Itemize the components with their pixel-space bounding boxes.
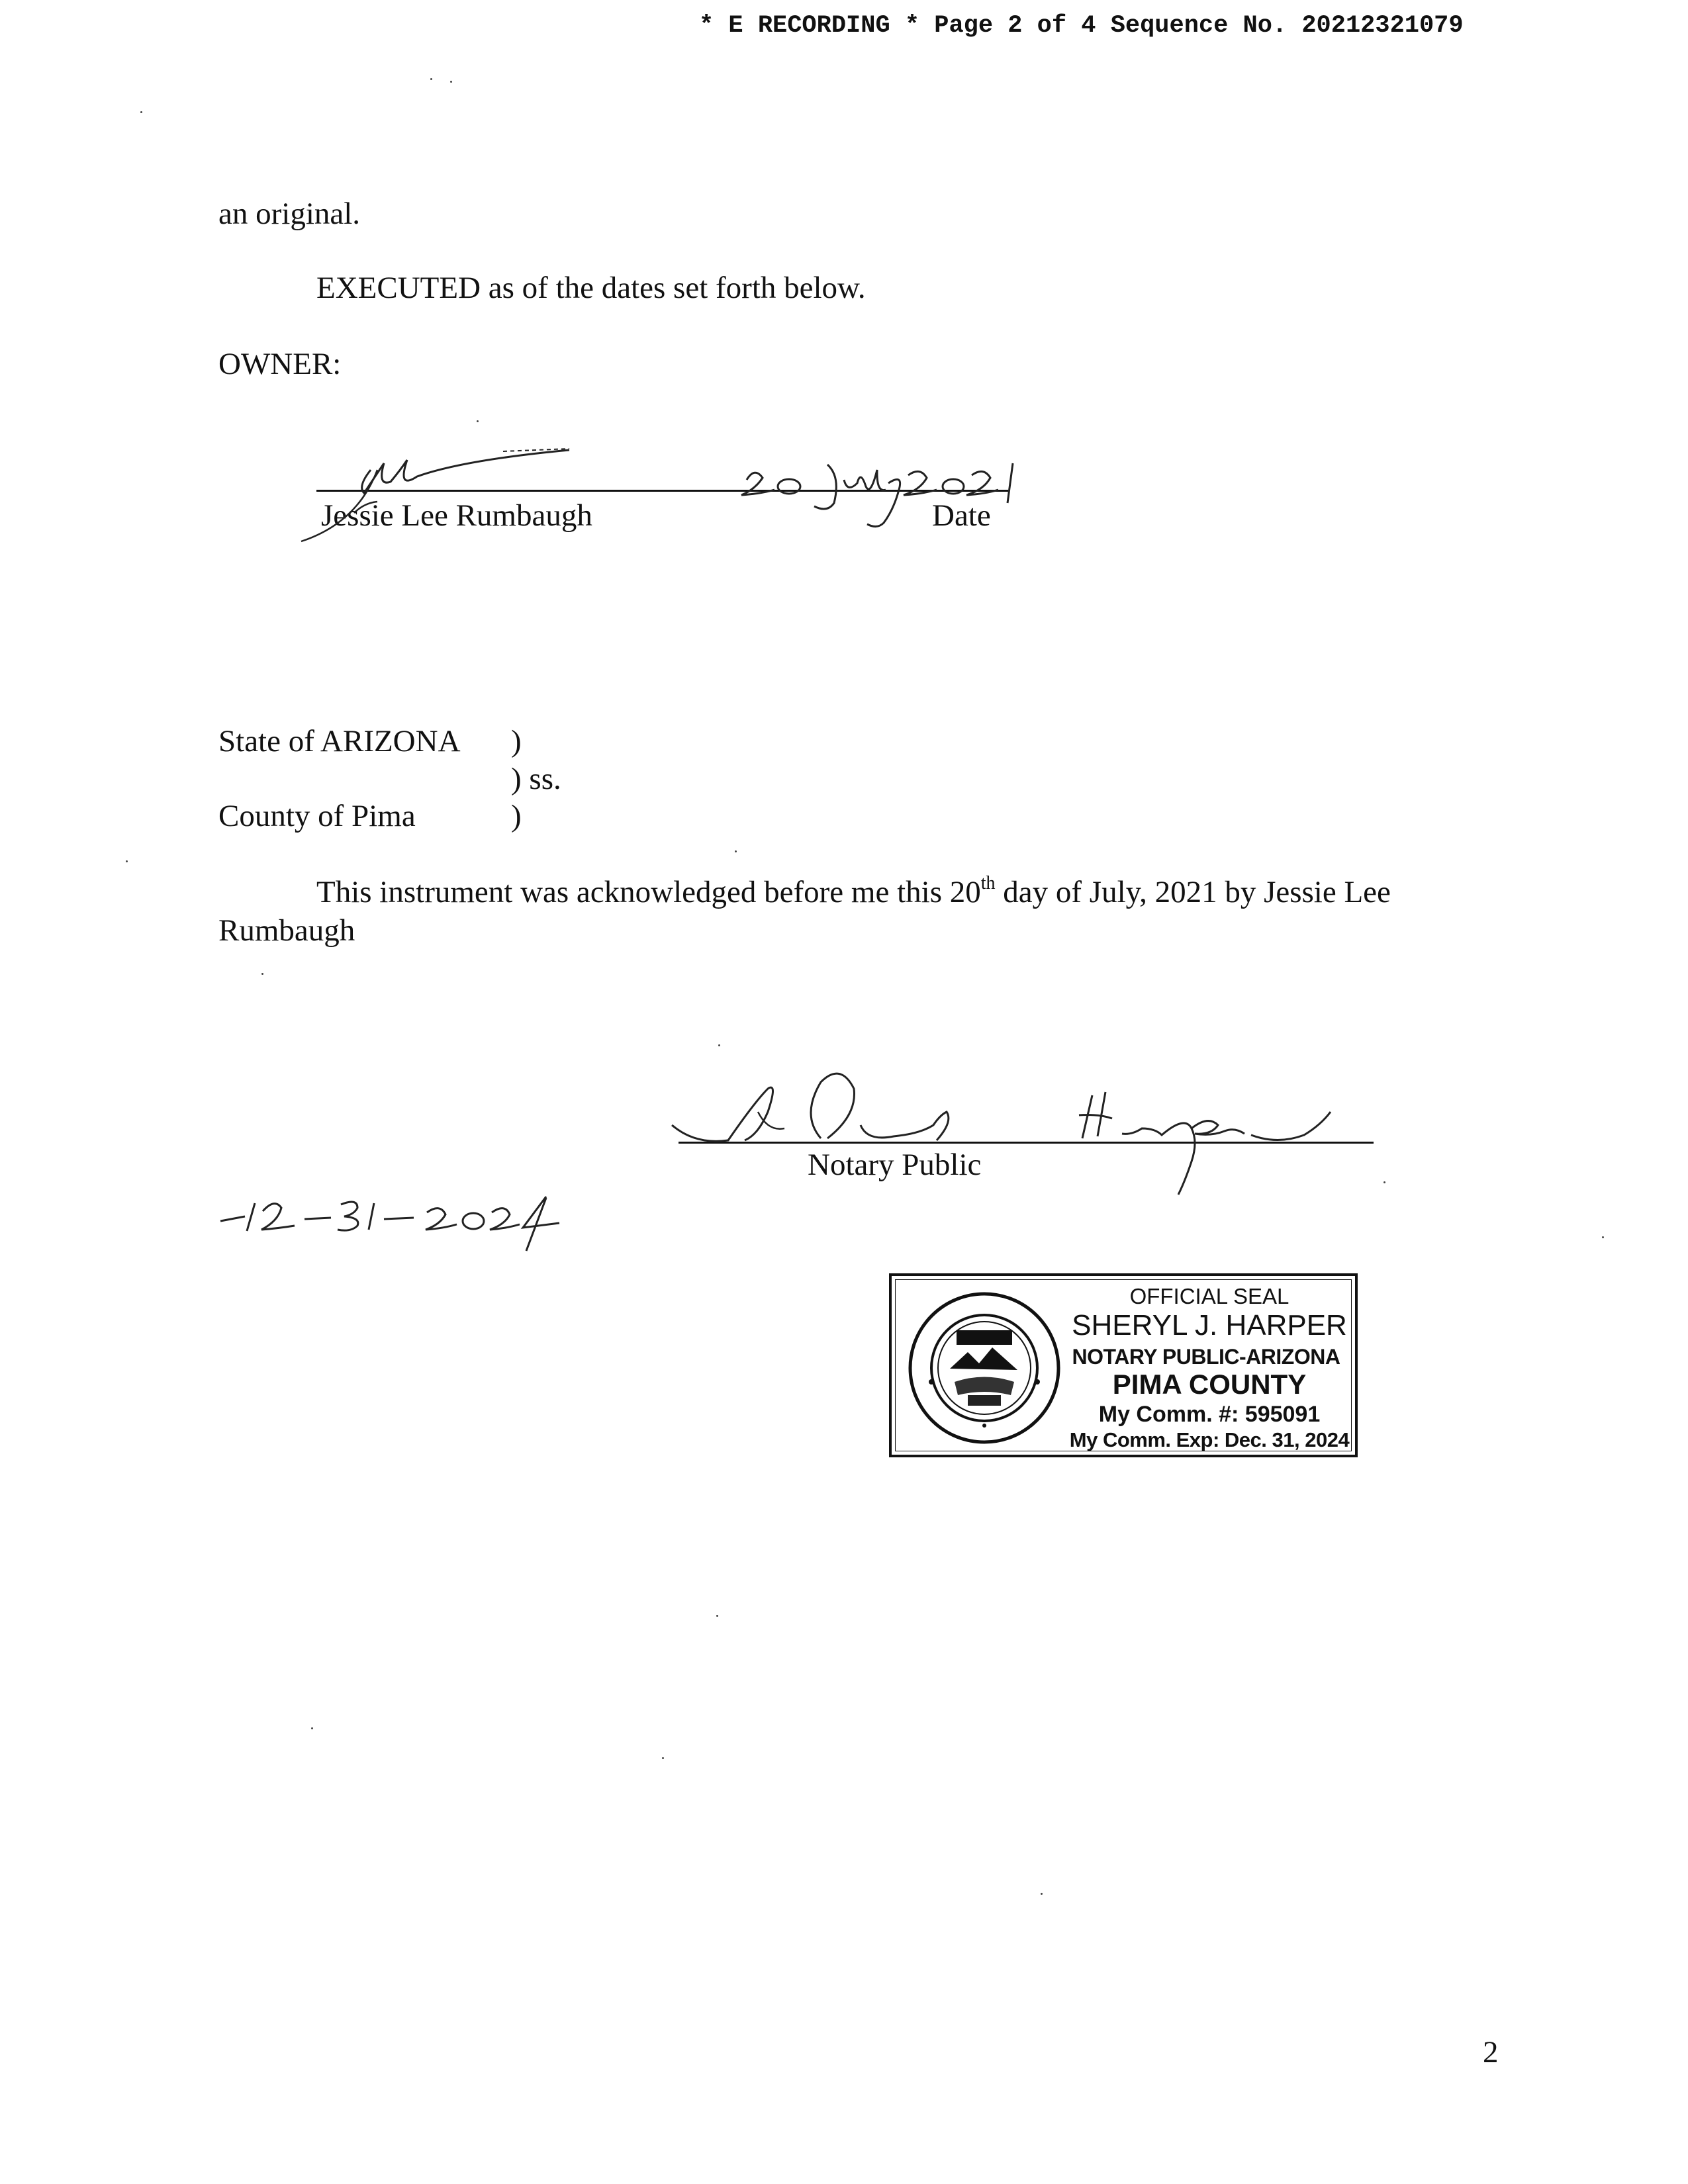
- scan-speck: [126, 860, 128, 862]
- acknowledgment-line-2: Rumbaugh: [218, 913, 355, 948]
- page-number: 2: [1483, 2035, 1499, 2070]
- scan-speck: [311, 1727, 313, 1729]
- continuation-text: an original.: [218, 197, 361, 231]
- scan-speck: [1383, 1181, 1385, 1183]
- notary-signature: [669, 1062, 1390, 1201]
- notary-seal-stamp: [889, 1273, 1358, 1457]
- handwritten-date: [735, 450, 1026, 533]
- scan-speck: [450, 81, 452, 83]
- ss-line: ) ss.: [511, 762, 561, 796]
- date-label: Date: [932, 498, 991, 533]
- scan-speck: [430, 78, 432, 80]
- scan-speck: [718, 1044, 720, 1046]
- county-line: County of Pima: [218, 799, 416, 833]
- scan-speck: [1602, 1236, 1604, 1238]
- scan-speck: [662, 1757, 664, 1759]
- seal-county: PIMA COUNTY: [1112, 1369, 1307, 1400]
- owner-name: Jessie Lee Rumbaugh: [321, 498, 592, 533]
- seal-official-seal: OFFICIAL SEAL: [1129, 1284, 1289, 1308]
- scan-speck: [261, 973, 263, 975]
- scan-speck: [735, 850, 737, 852]
- seal-commission-expiration: My Comm. Exp: Dec. 31, 2024: [1069, 1428, 1350, 1451]
- county-paren: ): [511, 799, 522, 833]
- acknowledgment-line-1: This instrument was acknowledged before me this 20th day of July, 2021 by Jessie Lee: [316, 873, 1391, 909]
- state-line: State of ARIZONA: [218, 724, 461, 758]
- seal-notary-name: SHERYL J. HARPER: [1072, 1309, 1347, 1342]
- executed-statement: EXECUTED as of the dates set forth below.: [316, 271, 866, 305]
- seal-commission-number: My Comm. #: 595091: [1098, 1402, 1321, 1427]
- seal-notary-title: NOTARY PUBLIC-ARIZONA: [1072, 1345, 1340, 1369]
- owner-signature: [291, 424, 596, 549]
- scan-speck: [477, 420, 479, 422]
- recording-banner: * E RECORDING * Page 2 of 4 Sequence No. 20212321079: [699, 12, 1464, 40]
- handwritten-expiration: [215, 1185, 573, 1251]
- owner-label: OWNER:: [218, 347, 342, 381]
- state-paren: ): [511, 724, 522, 758]
- scan-speck: [1041, 1893, 1043, 1895]
- arizona-state-seal-icon: [905, 1289, 1064, 1447]
- scan-speck: [140, 111, 142, 113]
- scan-speck: [716, 1615, 718, 1617]
- notary-label: Notary Public: [808, 1148, 982, 1182]
